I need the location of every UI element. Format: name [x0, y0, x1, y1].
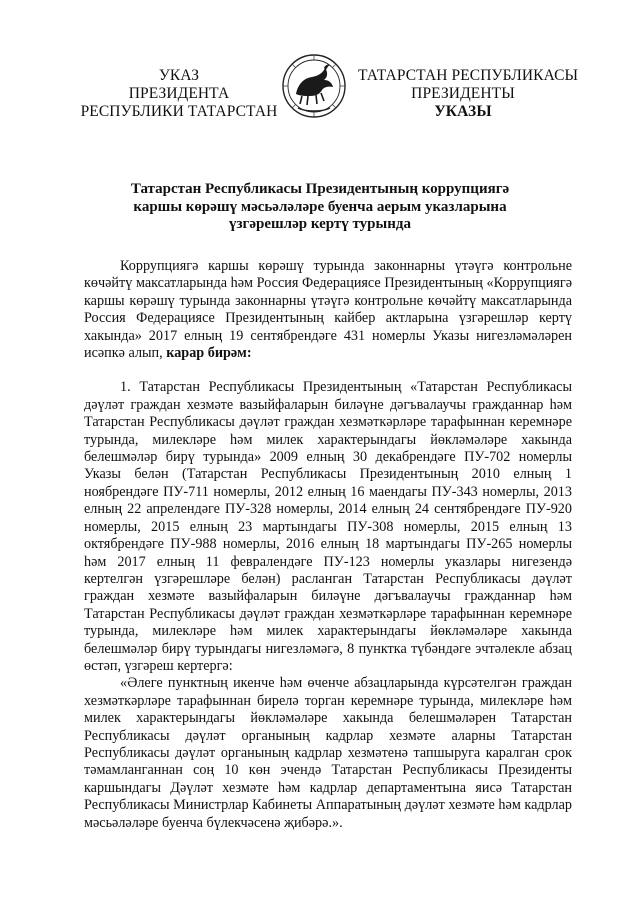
point-1-paragraph: 1. Татарстан Республикасы Президентының «Татарстан Республикасы дәүләт граждан хезмәте вазыйфаларын биләүне дәгъвалаучы гражданнар һәм Татарстан Республикасы дәүләт граждан хезмәткәрләре тарафыннан керемнәре турында, милекләре һәм милек характерындагы йөкләмәләре хакында белешмәләр бирү турында» 2009 елның 30 декабрендәге ПУ-702 номерлы Указы белән (Татарстан Республикасы Президентының 2010 елның 1 ноябрендәге ПУ-711 номерлы, 2012 елның 16 маендагы ПУ-343 номерлы, 2013 елның 22 апрелендәге ПУ-328 номерлы, 2014 елның 24 сентябрендәге ПУ-920 номерлы, 2015 елның 23 мартындагы ПУ-308 номерлы, 2015 елның 13 октябрендәге ПУ-988 номерлы, 2016 елның 18 мартындагы ПУ-265 номерлы һәм 2017 елның 11 февралендәге ПУ-123 номерлы указлары нигезендә кертелгән үзгәрешләре белән) расланган Татарстан Республикасы дәүләт граждан хезмәте вазыйфаларын биләүне дәгъвалаучы гражданнар һәм Татарстан Республикасы дәүләт граждан хезмәткәрләре тарафыннан керемнәре турында, милекләре һәм милек характерындагы йөкләмәләре хакында белешмәләр бирү турындагы нигезләмәгә, 8 пунктка түбәндәге эчтәлекле абзац өстәп, үзгәреш кертергә: — [84, 379, 572, 674]
header-right-line-3: УКАЗЫ — [434, 103, 492, 120]
header-right-line-2: ПРЕЗИДЕНТЫ — [411, 85, 515, 102]
header-left-line-1: УКАЗ — [158, 67, 200, 84]
coat-of-arms-of-tatarstan-icon — [280, 50, 348, 124]
header-right-line-1: ТАТАРСТАН РЕСПУБЛИКАСЫ — [358, 67, 579, 84]
intro-bold-phrase: карар бирәм: — [166, 345, 252, 362]
quote-paragraph: «Әлеге пунктның икенче һәм өченче абзацларында күрсәтелгән граждан хезмәткәрләре тарафыннан бирелә торган керемнәре турында, милекләре һәм милек характерындагы йөкләмәләре хакында белешмәләрен Татарстан Республикасы дәүләт органының кадрлар хезмәте аларны Татарстан Республикасы дәүләт органының кадрлар хезмәтенә тапшыруга каралган срок тәмамланганнан соң 10 көн эчендә Татарстан Республикасы Президенты каршындагы Дәүләт хезмәте һәм кадрлар департаментына яисә Татарстан Республикасы Министрлар Кабинеты Аппаратының дәүләт хезмәте һәм кадрлар мәсьәләләре буенча бүлекчәсенә җибәрә.». — [84, 675, 572, 831]
intro-text: Коррупциягә каршы көрәшү турында законнарны үтәүгә контрольне көчәйтү максатларында һәм Россия Федерациясе Президентының «Коррупциягә каршы көрәшү турында законнарны үтәүгә контрольне көчәйтү максатларында Россия Федерациясе Президентының кайбер актларына үзгәрешләр кертү хакында» 2017 елның 19 сентябрендәге 431 номерлы Указы нигезләмәләрен исәпкә алып, — [84, 258, 572, 362]
header-left-line-3: РЕСПУБЛИКИ ТАТАРСТАН — [80, 103, 278, 120]
header-russian — [74, 67, 284, 121]
document-title: Татарстан Республикасы Президентының коррупциягә каршы көрәшү мәсьәләләре буенча аерым указларына үзгәрешләр кертү турында — [130, 181, 510, 232]
intro-paragraph — [84, 258, 572, 362]
document-body — [84, 258, 572, 832]
header-tatar — [358, 67, 579, 121]
header-left-line-2: ПРЕЗИДЕНТА — [128, 85, 230, 102]
